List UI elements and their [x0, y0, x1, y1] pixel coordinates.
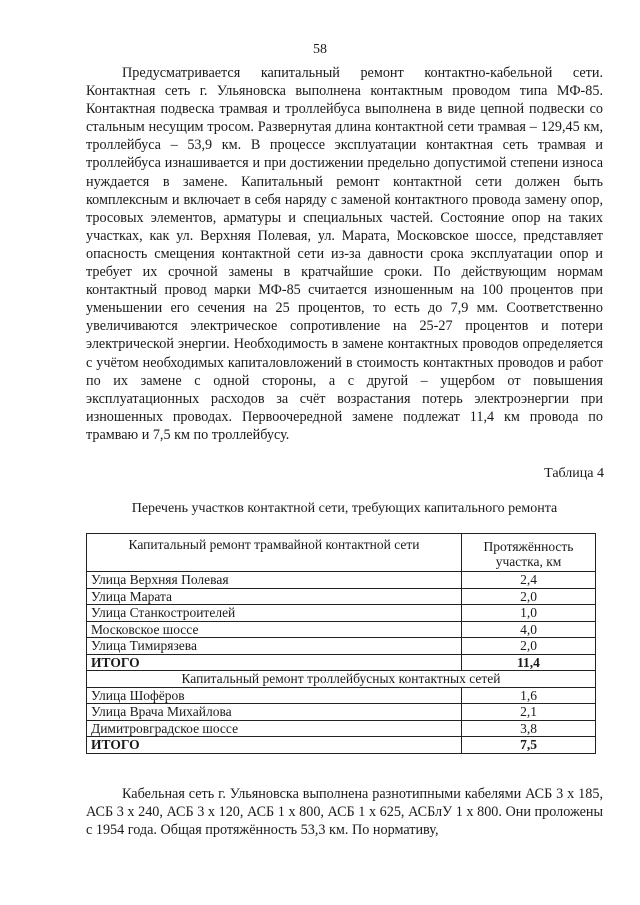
trolley-section-row [87, 671, 596, 688]
header-length: Протяжённость участка, км [462, 534, 596, 572]
row-length: 2,1 [462, 704, 596, 721]
total-length: 7,5 [462, 737, 596, 754]
trolley-total-row [87, 737, 596, 754]
row-name: Улица Верхняя Полевая [87, 572, 462, 589]
intro-paragraph: Предусматривается капитальный ремонт контактно-кабельной сети. Контактная сеть г. Ульяновска выполнена контактным проводом типа МФ-85. Контактная подвеска трамвая и троллейбуса выполнена в виде цепной подвески со стальным несущим тросом. Развернутая длина контактной сети трамвая – 129,45 км, троллейбуса – 53,9 км. В процессе эксплуатации контактная сеть трамвая и троллейбуса изнашивается и при достижении предельно допустимой степени износа нуждается в замене. Капитальный ремонт контактной сети должен быть комплексным и включает в себя наряду с заменой контактного провода замену опор, тросовых элементов, арматуры и специальных частей. Состояние опор на таких участках, как ул. Верхняя Полевая, ул. Марата, Московское шоссе, представляет опасность смещения контактной сети из-за давности срока эксплуатации опор и требует их срочной замены в кратчайшие сроки. По действующим нормам контактный провод марки МФ-85 считается изношенным на 100 процентов при уменьшении его сечения на 25 процентов, то есть до 7,9 мм. Соответственно увеличиваются электрическое сопротивление на 25-27 процентов и потери электрической энергии. Необходимость в замене контактных проводов определяется с учётом необходимых капиталовложений в стоимость контактных проводов и работ по их замене с одной стороны, а с другой – ущербом от повышения эксплуатационных расходов за счёт возрастания потерь электроэнергии при изношенных проводах. Первоочередной замене подлежат 11,4 км провода по трамваю и 7,5 км по троллейбусу. [86, 65, 603, 443]
table-row [87, 704, 596, 721]
row-name: Московское шоссе [87, 621, 462, 638]
row-length: 2,0 [462, 588, 596, 605]
row-length: 3,8 [462, 720, 596, 737]
table-label: Таблица 4 [544, 466, 604, 481]
table-row [87, 572, 596, 589]
row-length: 1,6 [462, 687, 596, 704]
row-name: Улица Марата [87, 588, 462, 605]
row-name: Димитровградское шоссе [87, 720, 462, 737]
table-row [87, 687, 596, 704]
total-label: ИТОГО [87, 737, 462, 754]
table-row [87, 605, 596, 622]
table-row [87, 588, 596, 605]
total-label: ИТОГО [87, 654, 462, 671]
table-caption: Перечень участков контактной сети, требующих капитального ремонта [131, 501, 558, 516]
table-header-row [87, 534, 596, 572]
table-row [87, 621, 596, 638]
row-name: Улица Шофёров [87, 687, 462, 704]
header-tram-section: Капитальный ремонт трамвайной контактной сети [87, 534, 462, 572]
row-length: 2,4 [462, 572, 596, 589]
table-row [87, 638, 596, 655]
row-length: 4,0 [462, 621, 596, 638]
page-number: 58 [313, 42, 327, 57]
trolley-section-title: Капитальный ремонт троллейбусных контактных сетей [87, 671, 596, 688]
tram-total-row [87, 654, 596, 671]
row-name: Улица Врача Михайлова [87, 704, 462, 721]
row-length: 2,0 [462, 638, 596, 655]
total-length: 11,4 [462, 654, 596, 671]
row-length: 1,0 [462, 605, 596, 622]
row-name: Улица Станкостроителей [87, 605, 462, 622]
cable-paragraph: Кабельная сеть г. Ульяновска выполнена разнотипными кабелями АСБ 3 х 185, АСБ 3 х 240, АСБ 3 х 120, АСБ 1 х 800, АСБ 1 х 625, АСБлУ 1 х 800. Они проложены с 1954 года. Общая протяжённость 53,3 км. По нормативу, [86, 786, 603, 839]
row-name: Улица Тимирязева [87, 638, 462, 655]
table-row [87, 720, 596, 737]
repair-table [86, 533, 596, 754]
